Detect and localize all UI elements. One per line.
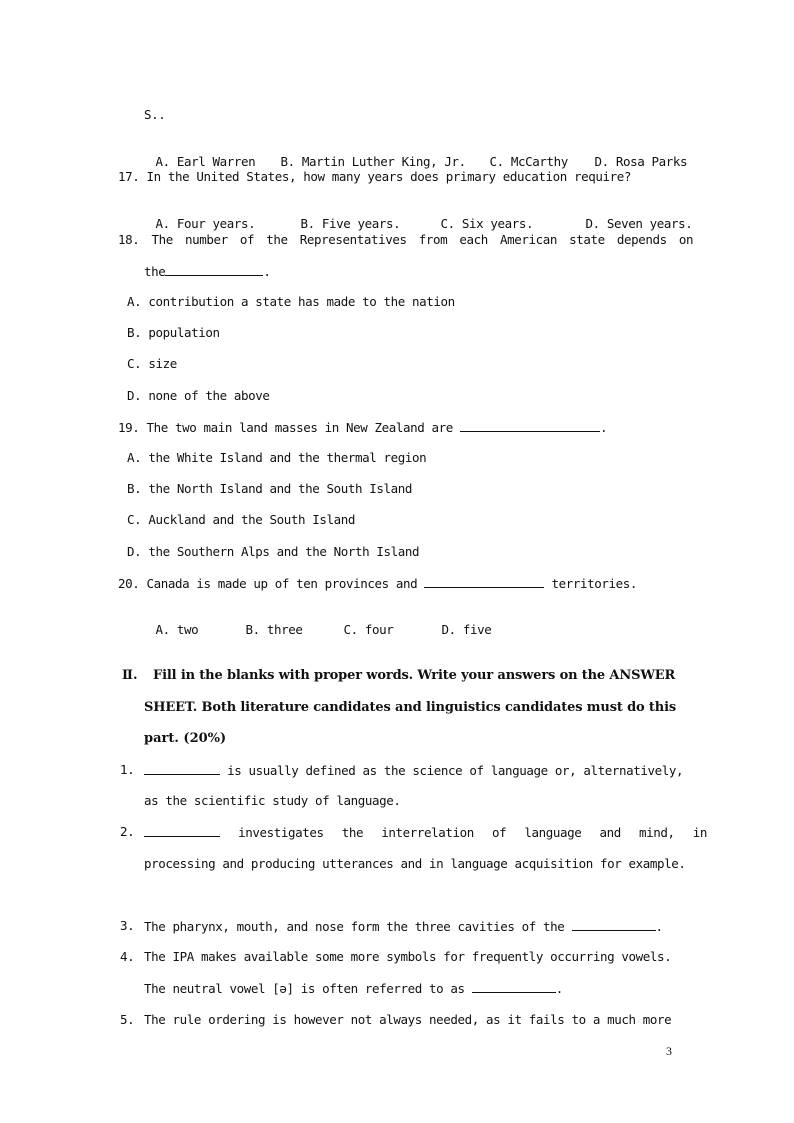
q18-option-d: D. none of the above [127, 388, 270, 403]
q18-option-a: A. contribution a state has made to the nation [127, 294, 455, 309]
item4-answer-blank [472, 980, 556, 993]
q20-option-a: A. two [155, 622, 199, 637]
section2-instructions-line1: Fill in the blanks with proper words. Write your answers on the ANSWER [153, 668, 676, 683]
q18-period: . [263, 264, 271, 279]
q19-option-d: D. the Southern Alps and the North Island [127, 544, 420, 559]
item3-number: 3. [120, 918, 135, 933]
item2-line2: processing and producing utterances and in language acquisition for example. [144, 856, 686, 871]
item1-line1 [144, 762, 683, 779]
q17-stem: 17. In the United States, how many years does primary education require? [118, 169, 632, 184]
page-number: 3 [666, 1044, 672, 1058]
section2-instructions-line3: part. (20%) [144, 731, 227, 746]
q18-answer-blank [165, 263, 263, 276]
q19-answer-blank [460, 419, 600, 432]
q16-option-a: A. Earl Warren [155, 154, 256, 169]
q19-period: . [600, 420, 608, 435]
item1-number: 1. [120, 762, 135, 777]
q18-stem: 18. The number of the Representatives from each American state depends on [118, 232, 694, 247]
q16-stem-tail: S.. [144, 107, 166, 122]
item3-line1 [144, 918, 663, 935]
q20-options [127, 606, 491, 654]
item4-number: 4. [120, 949, 135, 964]
q19-option-b: B. the North Island and the South Island [127, 481, 413, 496]
item2-text: investigates the interrelation of language and mind, in [220, 825, 708, 840]
q20-answer-blank [424, 575, 544, 588]
q18-word-the: the [144, 264, 166, 279]
item2-number: 2. [120, 824, 135, 839]
q19-stem-text: 19. The two main land masses in New Zealand are [118, 420, 461, 435]
q20-stem [118, 575, 637, 592]
item1-line2: as the scientific study of language. [144, 793, 401, 808]
q20-option-d: D. five [441, 622, 492, 637]
item5-number: 5. [120, 1012, 135, 1027]
item4-text: The neutral vowel [ə] is often referred to as [144, 981, 472, 996]
q19-option-c: C. Auckland and the South Island [127, 512, 356, 527]
item2-answer-blank [144, 824, 220, 837]
q20-option-c: C. four [343, 622, 394, 637]
item4-line2 [144, 980, 563, 997]
item3-text: The pharynx, mouth, and nose form the three cavities of the [144, 919, 572, 934]
item1-answer-blank [144, 762, 220, 775]
q18-stem-cont [144, 263, 271, 280]
q16-option-d: D. Rosa Parks [594, 154, 688, 169]
item5-line1: The rule ordering is however not always needed, as it fails to a much more [144, 1012, 672, 1027]
q16-option-c: C. McCarthy [489, 154, 568, 169]
q20-option-b: B. three [245, 622, 303, 637]
q17-option-b: B. Five years. [300, 216, 401, 231]
q17-option-d: D. Seven years. [585, 216, 693, 231]
q20-stem-end: territories. [544, 576, 638, 591]
item1-text: is usually defined as the science of language or, alternatively, [220, 763, 684, 778]
item4-line1: The IPA makes available some more symbols for frequently occurring vowels. [144, 949, 672, 964]
section2-instructions-line2: SHEET. Both literature candidates and linguistics candidates must do this [144, 700, 677, 715]
q16-option-b: B. Martin Luther King, Jr. [280, 154, 466, 169]
item2-line1 [144, 824, 707, 841]
q18-option-b: B. population [127, 325, 220, 340]
item4-period: . [555, 981, 563, 996]
q17-option-c: C. Six years. [440, 216, 534, 231]
q18-option-c: C. size [127, 356, 177, 371]
q17-option-a: A. Four years. [155, 216, 256, 231]
item3-answer-blank [572, 918, 656, 931]
q19-stem [118, 419, 607, 436]
section2-numeral: Ⅱ. [122, 668, 138, 683]
q20-stem-text: 20. Canada is made up of ten provinces and [118, 576, 425, 591]
q19-option-a: A. the White Island and the thermal region [127, 450, 427, 465]
item3-period: . [655, 919, 663, 934]
